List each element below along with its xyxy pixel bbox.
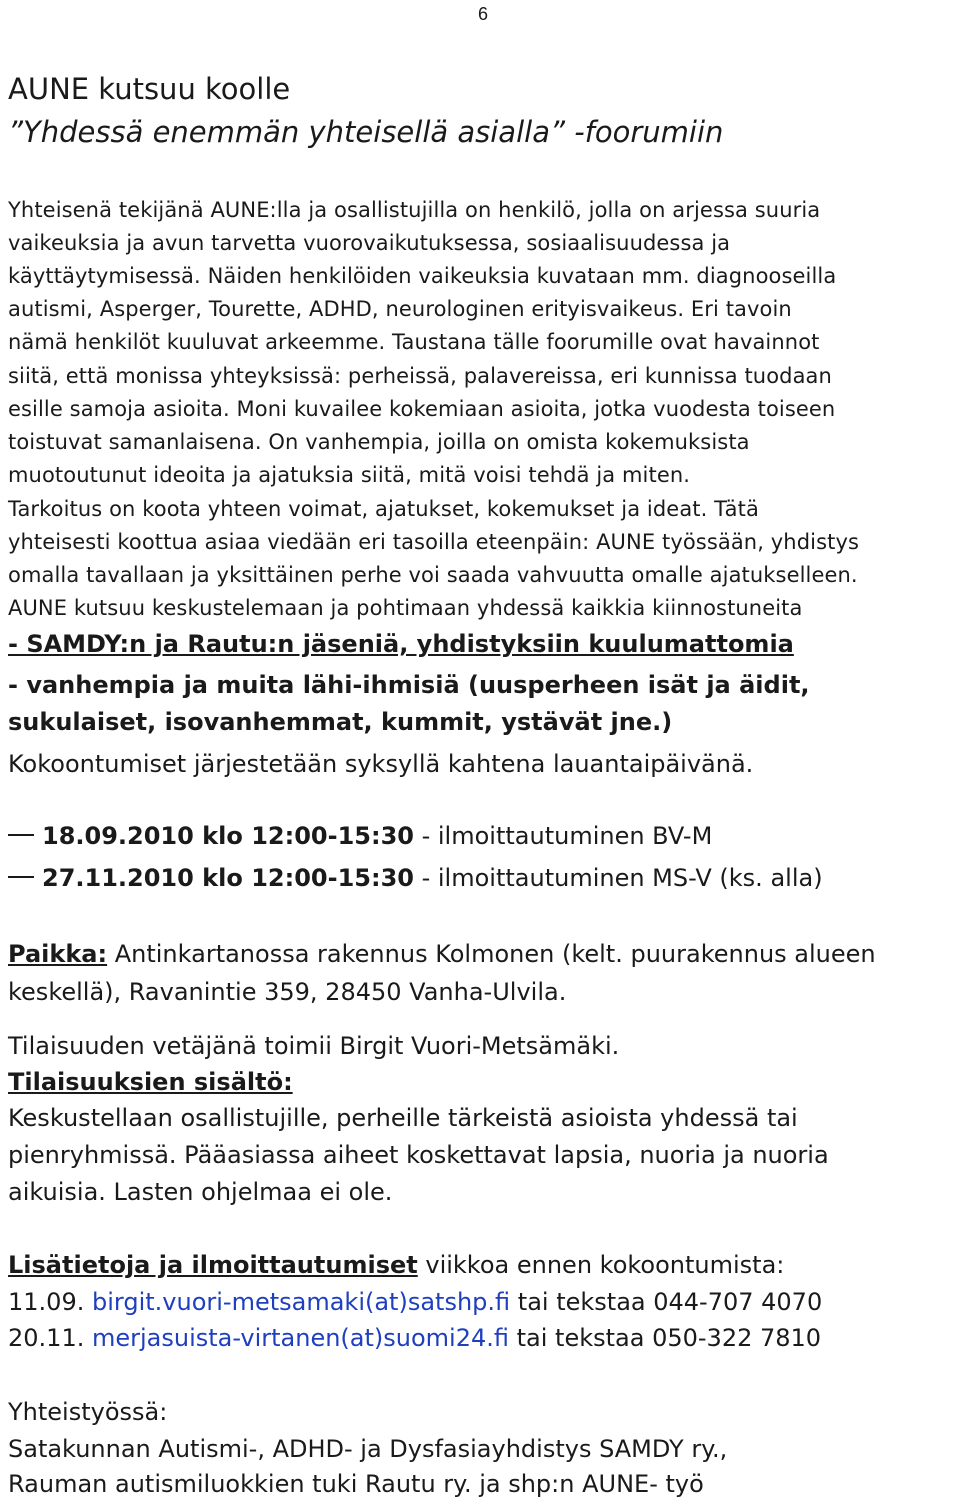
contact-phone: tai tekstaa 050-322 7810 xyxy=(509,1324,822,1352)
contact-line xyxy=(8,1288,822,1316)
meeting-item xyxy=(8,864,823,892)
intro-line: nämä henkilöt kuuluvat arkeemme. Taustana tälle foorumille ovat havainnot xyxy=(8,330,820,354)
intro-line: toistuvat samanlaisena. On vanhempia, joilla on omista kokemuksista xyxy=(8,430,750,454)
cooperation-line: Satakunnan Autismi-, ADHD- ja Dysfasiayhdistys SAMDY ry., xyxy=(8,1435,728,1463)
info-heading-line xyxy=(8,1251,784,1279)
place-line: keskellä), Ravanintie 359, 28450 Vanha-Ulvila. xyxy=(8,978,567,1006)
email-link[interactable]: merjasuista-virtanen(at)suomi24.fi xyxy=(91,1324,510,1352)
meetings-intro: Kokoontumiset järjestetään syksyllä kahtena lauantaipäivänä. xyxy=(8,750,754,778)
page-title: AUNE kutsuu koolle xyxy=(8,72,291,106)
page-subtitle: ”Yhdessä enemmän yhteisellä asialla” -foorumiin xyxy=(8,115,724,149)
contact-phone: tai tekstaa 044-707 4070 xyxy=(510,1288,823,1316)
intro-line: käyttäytymisessä. Näiden henkilöiden vaikeuksia kuvataan mm. diagnooseilla xyxy=(8,264,837,288)
content-line: pienryhmissä. Pääasiassa aiheet koskettavat lapsia, nuoria ja nuoria xyxy=(8,1141,829,1169)
intro-line: esille samoja asioita. Moni kuvailee kokemiaan asioita, jotka vuodesta toiseen xyxy=(8,397,836,421)
place-label: Paikka: xyxy=(8,940,108,968)
email-link[interactable]: birgit.vuori-metsamaki(at)satshp.fi xyxy=(91,1288,511,1316)
intro-line: muotoutunut ideoita ja ajatuksia siitä, mitä voisi tehdä ja miten. xyxy=(8,463,691,487)
content-line: aikuisia. Lasten ohjelmaa ei ole. xyxy=(8,1178,393,1206)
cooperation-heading: Yhteistyössä: xyxy=(8,1398,168,1426)
meeting-date: 27.11.2010 klo 12:00-15:30 xyxy=(42,864,414,892)
intro-line: yhteisesti koottua asiaa viedään eri tasoilla eteenpäin: AUNE työssään, yhdistys xyxy=(8,530,860,554)
invitee-item: - SAMDY:n ja Rautu:n jäseniä, yhdistyksiin kuulumattomia xyxy=(8,630,794,658)
info-heading: Lisätietoja ja ilmoittautumiset xyxy=(8,1251,418,1279)
intro-line: autismi, Asperger, Tourette, ADHD, neurologinen erityisvaikeus. Eri tavoin xyxy=(8,297,792,321)
content-heading: Tilaisuuksien sisältö: xyxy=(8,1068,293,1096)
intro-line: omalla tavallaan ja yksittäinen perhe voi saada vahvuutta omalle ajatukselleen. xyxy=(8,563,858,587)
leader-line: Tilaisuuden vetäjänä toimii Birgit Vuori-Metsämäki. xyxy=(8,1032,620,1060)
contact-line xyxy=(8,1324,821,1352)
intro-line: Tarkoitus on koota yhteen voimat, ajatukset, kokemukset ja ideat. Tätä xyxy=(8,497,759,521)
place-line xyxy=(8,940,876,968)
invitee-item: sukulaiset, isovanhemmat, kummit, ystävät jne.) xyxy=(8,708,673,736)
cooperation-line: Rauman autismiluokkien tuki Rautu ry. ja shp:n AUNE- työ xyxy=(8,1470,704,1498)
contact-date: 11.09. xyxy=(8,1288,85,1316)
intro-line: vaikeuksia ja avun tarvetta vuorovaikutuksessa, sosiaalisuudessa ja xyxy=(8,231,731,255)
intro-line: siitä, että monissa yhteyksissä: perheissä, palavereissa, eri kunnissa tuodaan xyxy=(8,364,832,388)
meeting-item xyxy=(8,822,712,850)
meeting-registration: - ilmoittautuminen BV-M xyxy=(413,822,713,850)
intro-line: AUNE kutsuu keskustelemaan ja pohtimaan yhdessä kaikkia kiinnostuneita xyxy=(8,596,803,620)
place-text: Antinkartanossa rakennus Kolmonen (kelt. puurakennus alueen xyxy=(107,940,876,968)
content-line: Keskustellaan osallistujille, perheille tärkeistä asioista yhdessä tai xyxy=(8,1104,798,1132)
dash-bullet xyxy=(8,876,34,878)
invitee-item: - vanhempia ja muita lähi-ihmisiä (uusperheen isät ja äidit, xyxy=(8,671,810,699)
info-heading-rest: viikkoa ennen kokoontumista: xyxy=(417,1251,785,1279)
dash-bullet xyxy=(8,834,34,836)
meeting-date: 18.09.2010 klo 12:00-15:30 xyxy=(42,822,414,850)
meeting-registration: - ilmoittautuminen MS-V (ks. alla) xyxy=(413,864,823,892)
contact-date: 20.11. xyxy=(8,1324,85,1352)
page-number: 6 xyxy=(478,4,489,24)
intro-line: Yhteisenä tekijänä AUNE:lla ja osallistujilla on henkilö, jolla on arjessa suuria xyxy=(8,198,821,222)
